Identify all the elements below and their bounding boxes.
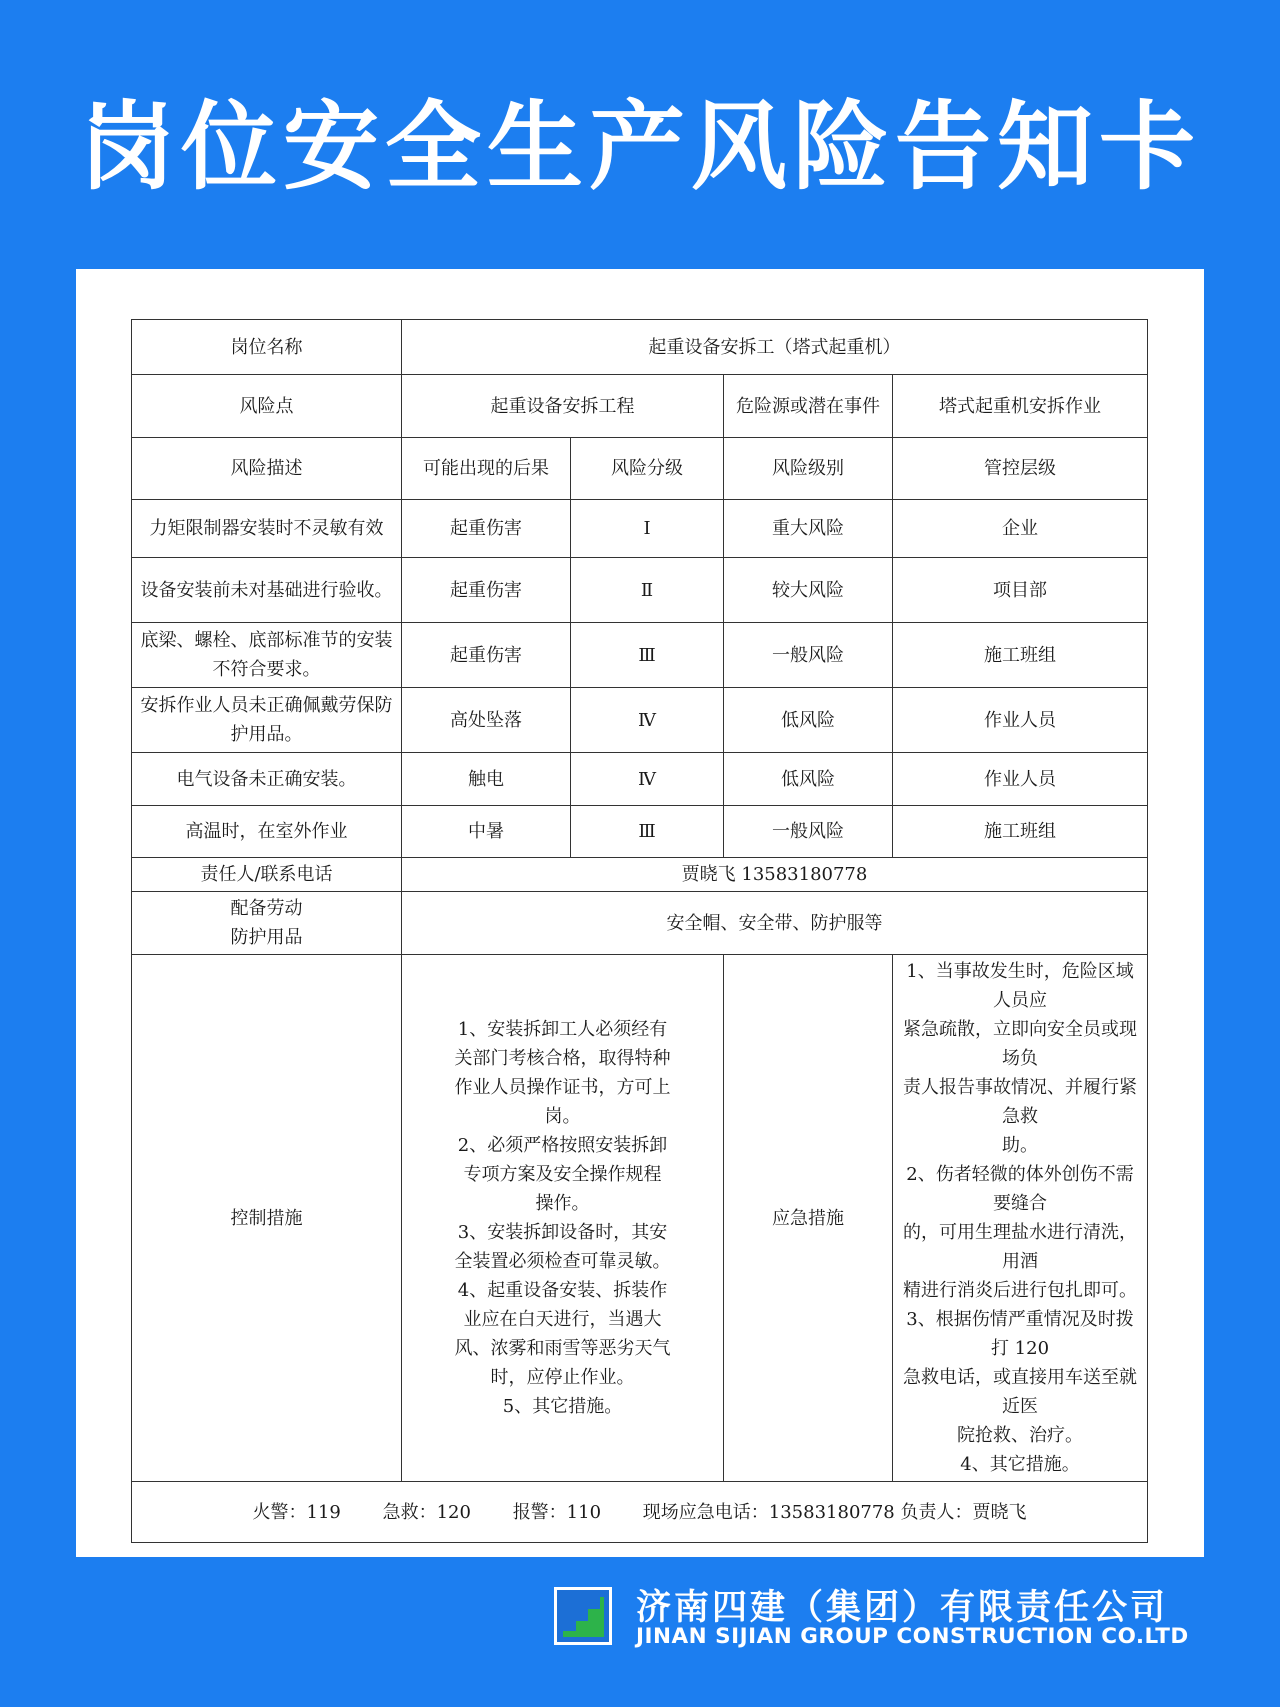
emergency-measures-label: 应急措施	[724, 955, 893, 1482]
risk-row	[132, 558, 1148, 623]
risk-row	[132, 500, 1148, 558]
risk-consequence: 起重伤害	[402, 623, 571, 688]
measure-line: 1、安装拆卸工人必须经有	[457, 1019, 668, 1040]
responsible-row	[132, 858, 1148, 892]
hazard-label: 危险源或潜在事件	[724, 375, 893, 438]
risk-grade: Ⅰ	[571, 500, 724, 558]
header-consequence: 可能出现的后果	[402, 438, 571, 500]
risk-level: 较大风险	[724, 558, 893, 623]
measure-line: 5、其它措施。	[502, 1396, 623, 1417]
risk-consequence: 高处坠落	[402, 688, 571, 753]
ambulance-phone: 急救：120	[382, 1501, 471, 1523]
post-row	[132, 320, 1148, 375]
risk-control: 施工班组	[893, 806, 1148, 858]
control-measures-text	[402, 955, 724, 1482]
risk-grade: Ⅱ	[571, 558, 724, 623]
company-name-cn: 济南四建（集团）有限责任公司	[636, 1588, 1169, 1628]
risk-row	[132, 806, 1148, 858]
risk-consequence: 起重伤害	[402, 558, 571, 623]
risk-control: 项目部	[893, 558, 1148, 623]
measure-line: 2、伤者轻微的体外创伤不需要缝合	[906, 1164, 1134, 1214]
risk-level: 一般风险	[724, 806, 893, 858]
risk-consequence: 起重伤害	[402, 500, 571, 558]
risk-header-row	[132, 438, 1148, 500]
risk-card-table	[131, 319, 1148, 1543]
responsible-label: 责任人/联系电话	[132, 858, 402, 892]
onsite-phone: 现场应急电话：13583180778 负责人：贾晓飞	[642, 1501, 1027, 1523]
ppe-label-line: 防护用品	[230, 927, 303, 948]
measure-line: 4、其它措施。	[960, 1454, 1080, 1475]
risk-point-row	[132, 375, 1148, 438]
measure-line: 全装置必须检查可靠灵敏。	[454, 1251, 671, 1272]
measure-line: 急救电话，或直接用车送至就近医	[903, 1367, 1137, 1417]
risk-grade: Ⅲ	[571, 623, 724, 688]
risk-level: 重大风险	[724, 500, 893, 558]
measure-line: 1、当事故发生时，危险区域人员应	[906, 961, 1134, 1011]
emergency-phones-row	[132, 1482, 1148, 1543]
company-name-en: JINAN SIJIAN GROUP CONSTRUCTION CO.LTD	[636, 1624, 1189, 1649]
header-grading: 风险分级	[571, 438, 724, 500]
ppe-label	[132, 892, 402, 955]
measure-line: 2、必须严格按照安装拆卸	[457, 1135, 668, 1156]
control-measures-label: 控制措施	[132, 955, 402, 1482]
measure-line: 业应在白天进行，当遇大	[463, 1309, 662, 1330]
risk-consequence: 触电	[402, 753, 571, 806]
emergency-measures-text	[893, 955, 1148, 1482]
risk-grade: Ⅳ	[571, 688, 724, 753]
risk-desc: 设备安装前未对基础进行验收。	[132, 558, 402, 623]
fire-phone: 火警：119	[252, 1501, 341, 1523]
risk-card-sheet	[76, 269, 1204, 1557]
post-value: 起重设备安拆工（塔式起重机）	[402, 320, 1148, 375]
measure-line: 院抢救、治疗。	[957, 1425, 1083, 1446]
measure-line: 时，应停止作业。	[490, 1367, 635, 1388]
measure-line: 助。	[1002, 1135, 1038, 1156]
measure-line: 4、起重设备安装、拆装作	[457, 1280, 668, 1301]
risk-point-value: 起重设备安拆工程	[402, 375, 724, 438]
measure-line: 风、浓雾和雨雪等恶劣天气	[454, 1338, 671, 1359]
risk-point-label: 风险点	[132, 375, 402, 438]
police-phone: 报警：110	[512, 1501, 602, 1523]
header-control-level: 管控层级	[893, 438, 1148, 500]
risk-grade: Ⅳ	[571, 753, 724, 806]
emergency-phones	[132, 1482, 1148, 1543]
risk-row	[132, 753, 1148, 806]
measure-line: 3、安装拆卸设备时，其安	[457, 1222, 668, 1243]
header-level: 风险级别	[724, 438, 893, 500]
ppe-row	[132, 892, 1148, 955]
measure-line: 紧急疏散，立即向安全员或现场负	[903, 1019, 1137, 1069]
measure-line: 关部门考核合格，取得特种	[454, 1048, 671, 1069]
risk-level: 低风险	[724, 688, 893, 753]
risk-consequence: 中暑	[402, 806, 571, 858]
ppe-label-line: 配备劳动	[230, 898, 303, 919]
header-desc: 风险描述	[132, 438, 402, 500]
risk-level: 低风险	[724, 753, 893, 806]
measure-line: 操作。	[535, 1193, 590, 1214]
risk-desc: 高温时，在室外作业	[132, 806, 402, 858]
hazard-value: 塔式起重机安拆作业	[893, 375, 1148, 438]
measure-line: 作业人员操作证书，方可上	[454, 1077, 671, 1098]
risk-control: 作业人员	[893, 688, 1148, 753]
company-footer	[552, 1576, 1212, 1656]
measure-line: 责人报告事故情况、并履行紧急救	[903, 1077, 1137, 1127]
risk-grade: Ⅲ	[571, 806, 724, 858]
risk-desc: 安拆作业人员未正确佩戴劳保防护用品。	[132, 688, 402, 753]
measure-line: 岗。	[544, 1106, 581, 1127]
risk-level: 一般风险	[724, 623, 893, 688]
measure-line: 的，可用生理盐水进行清洗，用酒	[903, 1222, 1137, 1272]
risk-desc: 底梁、螺栓、底部标准节的安装不符合要求。	[132, 623, 402, 688]
page-title: 岗位安全生产风险告知卡	[79, 91, 1201, 203]
risk-control: 作业人员	[893, 753, 1148, 806]
risk-desc: 力矩限制器安装时不灵敏有效	[132, 500, 402, 558]
risk-row	[132, 688, 1148, 753]
measures-row	[132, 955, 1148, 1482]
measure-line: 3、根据伤情严重情况及时拨打 120	[906, 1309, 1134, 1359]
risk-desc: 电气设备未正确安装。	[132, 753, 402, 806]
post-label: 岗位名称	[132, 320, 402, 375]
ppe-value: 安全帽、安全带、防护服等	[402, 892, 1148, 955]
risk-control: 企业	[893, 500, 1148, 558]
responsible-value: 贾晓飞 13583180778	[402, 858, 1148, 892]
company-logo	[554, 1587, 612, 1645]
measure-line: 专项方案及安全操作规程	[463, 1164, 662, 1185]
risk-control: 施工班组	[893, 623, 1148, 688]
measure-line: 精进行消炎后进行包扎即可。	[903, 1280, 1137, 1301]
risk-row	[132, 623, 1148, 688]
